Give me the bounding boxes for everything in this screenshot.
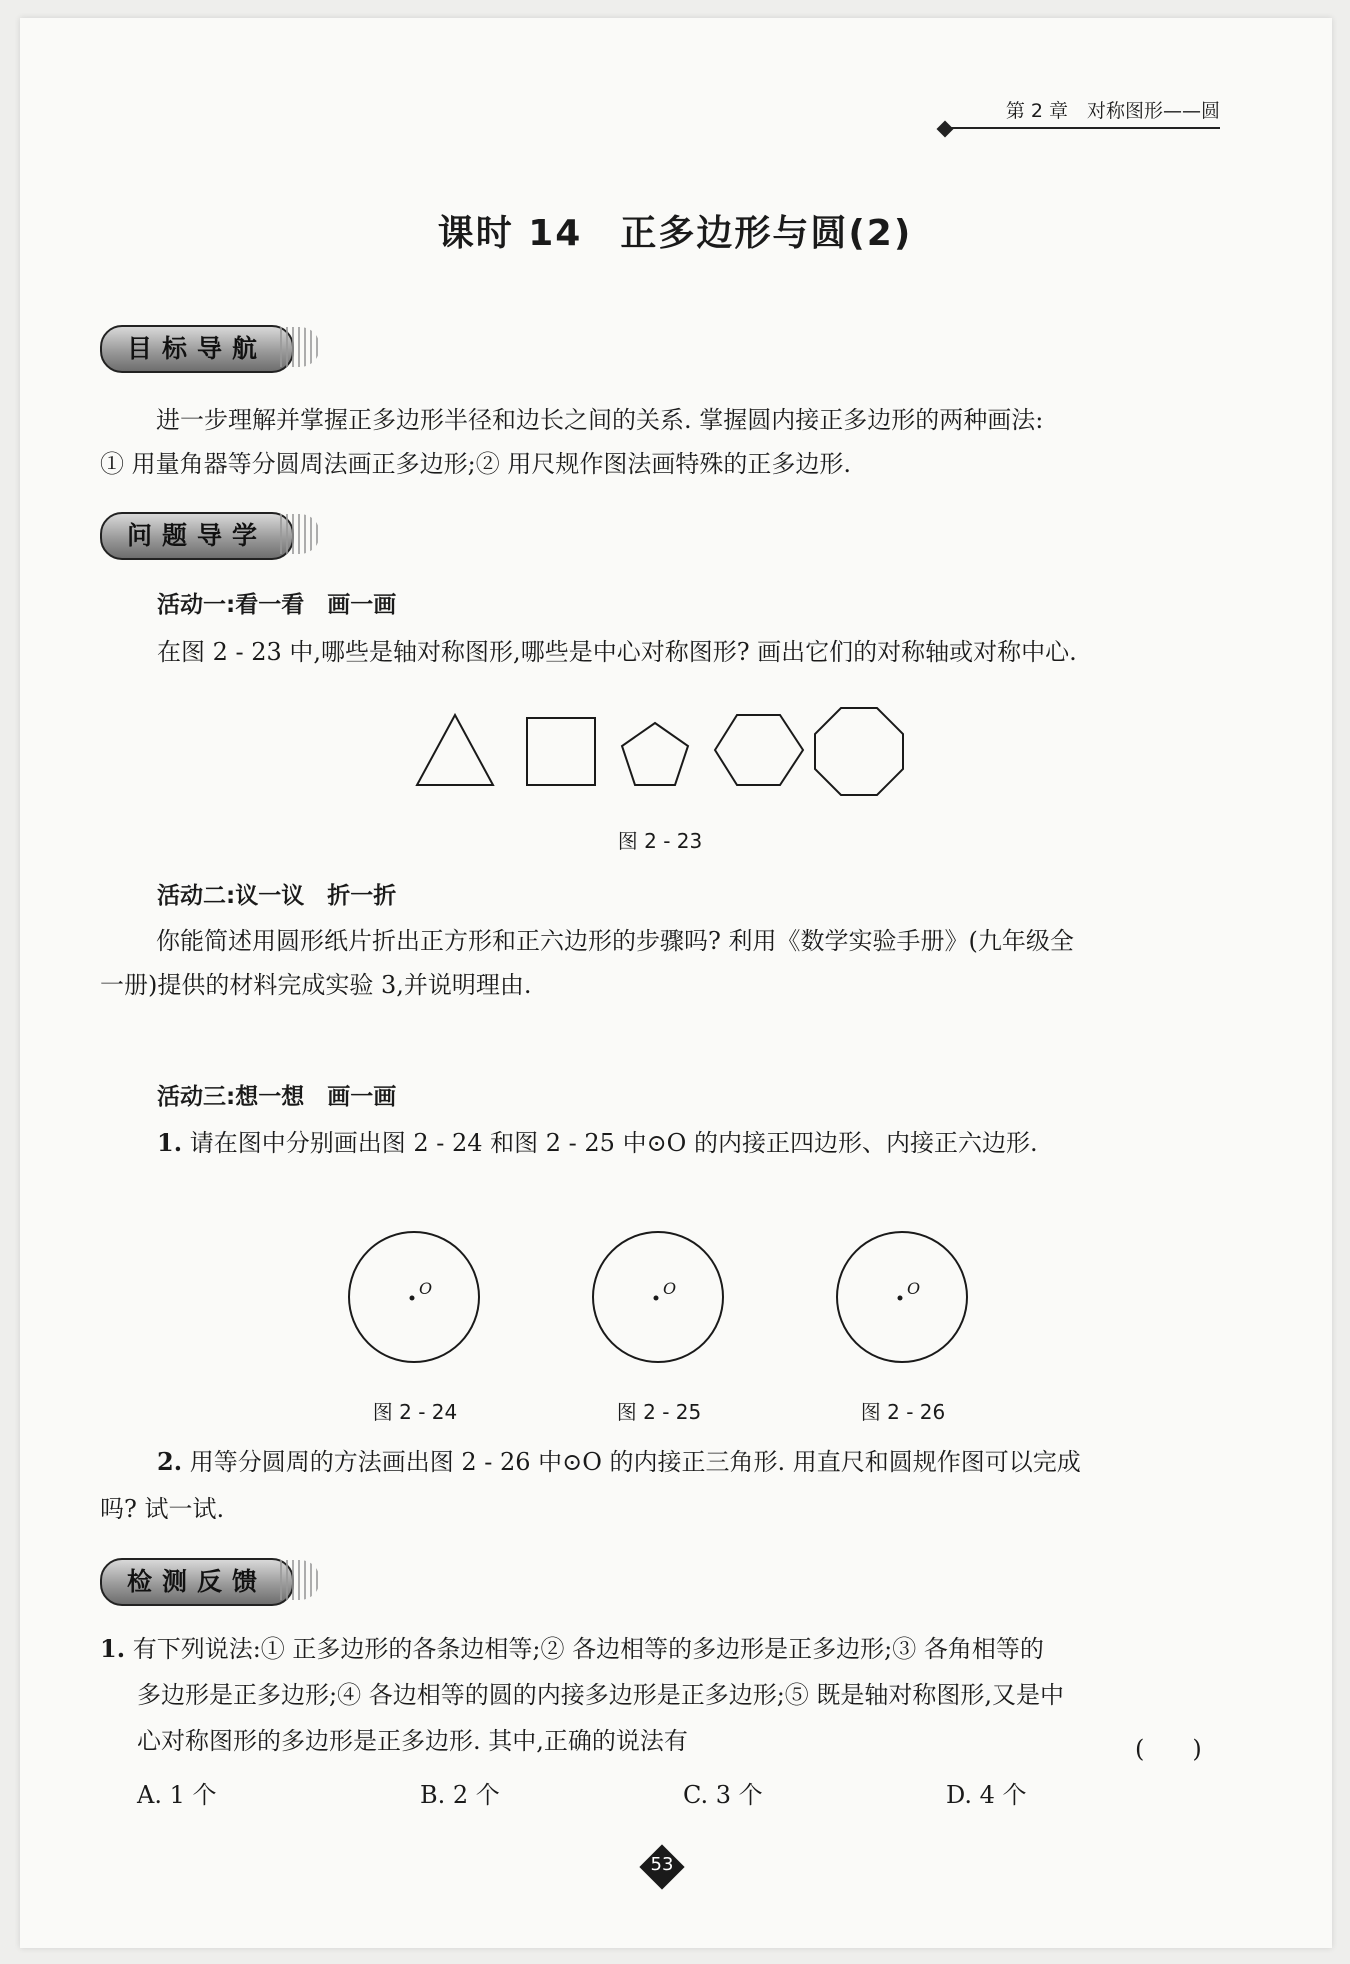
feedback-q1-line-3: 心对称图形的多边形是正多边形. 其中,正确的说法有 bbox=[137, 1727, 688, 1755]
option-b: B. 2 个 bbox=[420, 1781, 500, 1809]
goal-line-1: 进一步理解并掌握正多边形半径和边长之间的关系. 掌握圆内接正多边形的两种画法: bbox=[156, 406, 1044, 434]
page-number-badge bbox=[640, 1845, 684, 1889]
page-number: 53 bbox=[650, 1854, 674, 1875]
badge-stripes bbox=[280, 514, 320, 554]
feedback-q1-line-2: 多边形是正多边形;④ 各边相等的圆的内接多边形是正多边形;⑤ 既是轴对称图形,又是中 bbox=[137, 1681, 1065, 1709]
feedback-q1-line-1 bbox=[100, 1627, 1230, 1671]
section-badge-feedback bbox=[100, 1558, 320, 1606]
activity-1-text: 在图 2 - 23 中,哪些是轴对称图形,哪些是中心对称图形? 画出它们的对称轴或对称中心. bbox=[157, 638, 1077, 666]
activity-3-title: 活动三:想一想 画一画 bbox=[157, 1084, 397, 1110]
activity-1-title: 活动一:看一看 画一画 bbox=[157, 592, 397, 618]
question-number: 1. bbox=[157, 1128, 183, 1157]
section-badge-goal bbox=[100, 325, 320, 373]
chapter-label: 第 2 章 对称图形——圆 bbox=[1005, 100, 1220, 122]
pentagon-shape bbox=[622, 723, 688, 785]
answer-paren: ( ) bbox=[1135, 1735, 1202, 1763]
center-point bbox=[898, 1296, 903, 1301]
hexagon-shape bbox=[715, 715, 803, 785]
badge-label: 检测反馈 bbox=[100, 1558, 294, 1606]
activity-3-q2-line-2: 吗? 试一试. bbox=[100, 1495, 225, 1523]
square-shape bbox=[527, 718, 595, 785]
center-label: O bbox=[907, 1279, 921, 1298]
lesson-title: 课时 14 正多边形与圆(2) bbox=[437, 213, 913, 254]
activity-3-q2-line-1 bbox=[157, 1440, 1237, 1484]
section-badge-guide bbox=[100, 512, 320, 560]
triangle-shape bbox=[417, 715, 493, 785]
figure-2-25-caption: 图 2 - 25 bbox=[616, 1400, 702, 1424]
center-point bbox=[654, 1296, 659, 1301]
question-number: 1. bbox=[100, 1634, 126, 1663]
activity-2-line-2: 一册)提供的材料完成实验 3,并说明理由. bbox=[100, 971, 532, 999]
circles-figures bbox=[340, 1230, 980, 1370]
center-label: O bbox=[419, 1279, 433, 1298]
badge-label: 问题导学 bbox=[100, 512, 294, 560]
option-a: A. 1 个 bbox=[137, 1781, 217, 1809]
option-d: D. 4 个 bbox=[946, 1781, 1027, 1809]
octagon-shape bbox=[815, 708, 903, 795]
question-text: 用等分圆周的方法画出图 2 - 26 中⊙O 的内接正三角形. 用直尺和圆规作图可以完成 bbox=[189, 1448, 1081, 1476]
question-number: 2. bbox=[157, 1447, 183, 1476]
badge-stripes bbox=[280, 1560, 320, 1600]
activity-3-q1 bbox=[157, 1121, 1237, 1165]
goal-line-2: ① 用量角器等分圆周法画正多边形;② 用尺规作图法画特殊的正多边形. bbox=[100, 450, 851, 478]
figure-2-26-caption: 图 2 - 26 bbox=[860, 1400, 946, 1424]
question-text: 请在图中分别画出图 2 - 24 和图 2 - 25 中⊙O 的内接正四边形、内接正六边形. bbox=[189, 1129, 1038, 1157]
figure-2-23-caption: 图 2 - 23 bbox=[617, 829, 703, 853]
center-label: O bbox=[663, 1279, 677, 1298]
figure-2-23 bbox=[410, 705, 920, 805]
question-text: 有下列说法:① 正多边形的各条边相等;② 各边相等的多边形是正多边形;③ 各角相等的 bbox=[132, 1635, 1044, 1663]
activity-2-line-1: 你能简述用圆形纸片折出正方形和正六边形的步骤吗? 利用《数学实验手册》(九年级全 bbox=[156, 927, 1074, 955]
badge-stripes bbox=[280, 327, 320, 367]
running-header bbox=[945, 96, 1220, 129]
badge-label: 目标导航 bbox=[100, 325, 294, 373]
option-c: C. 3 个 bbox=[683, 1781, 763, 1809]
activity-2-title: 活动二:议一议 折一折 bbox=[157, 883, 397, 909]
figure-2-24-caption: 图 2 - 24 bbox=[372, 1400, 458, 1424]
center-point bbox=[410, 1296, 415, 1301]
